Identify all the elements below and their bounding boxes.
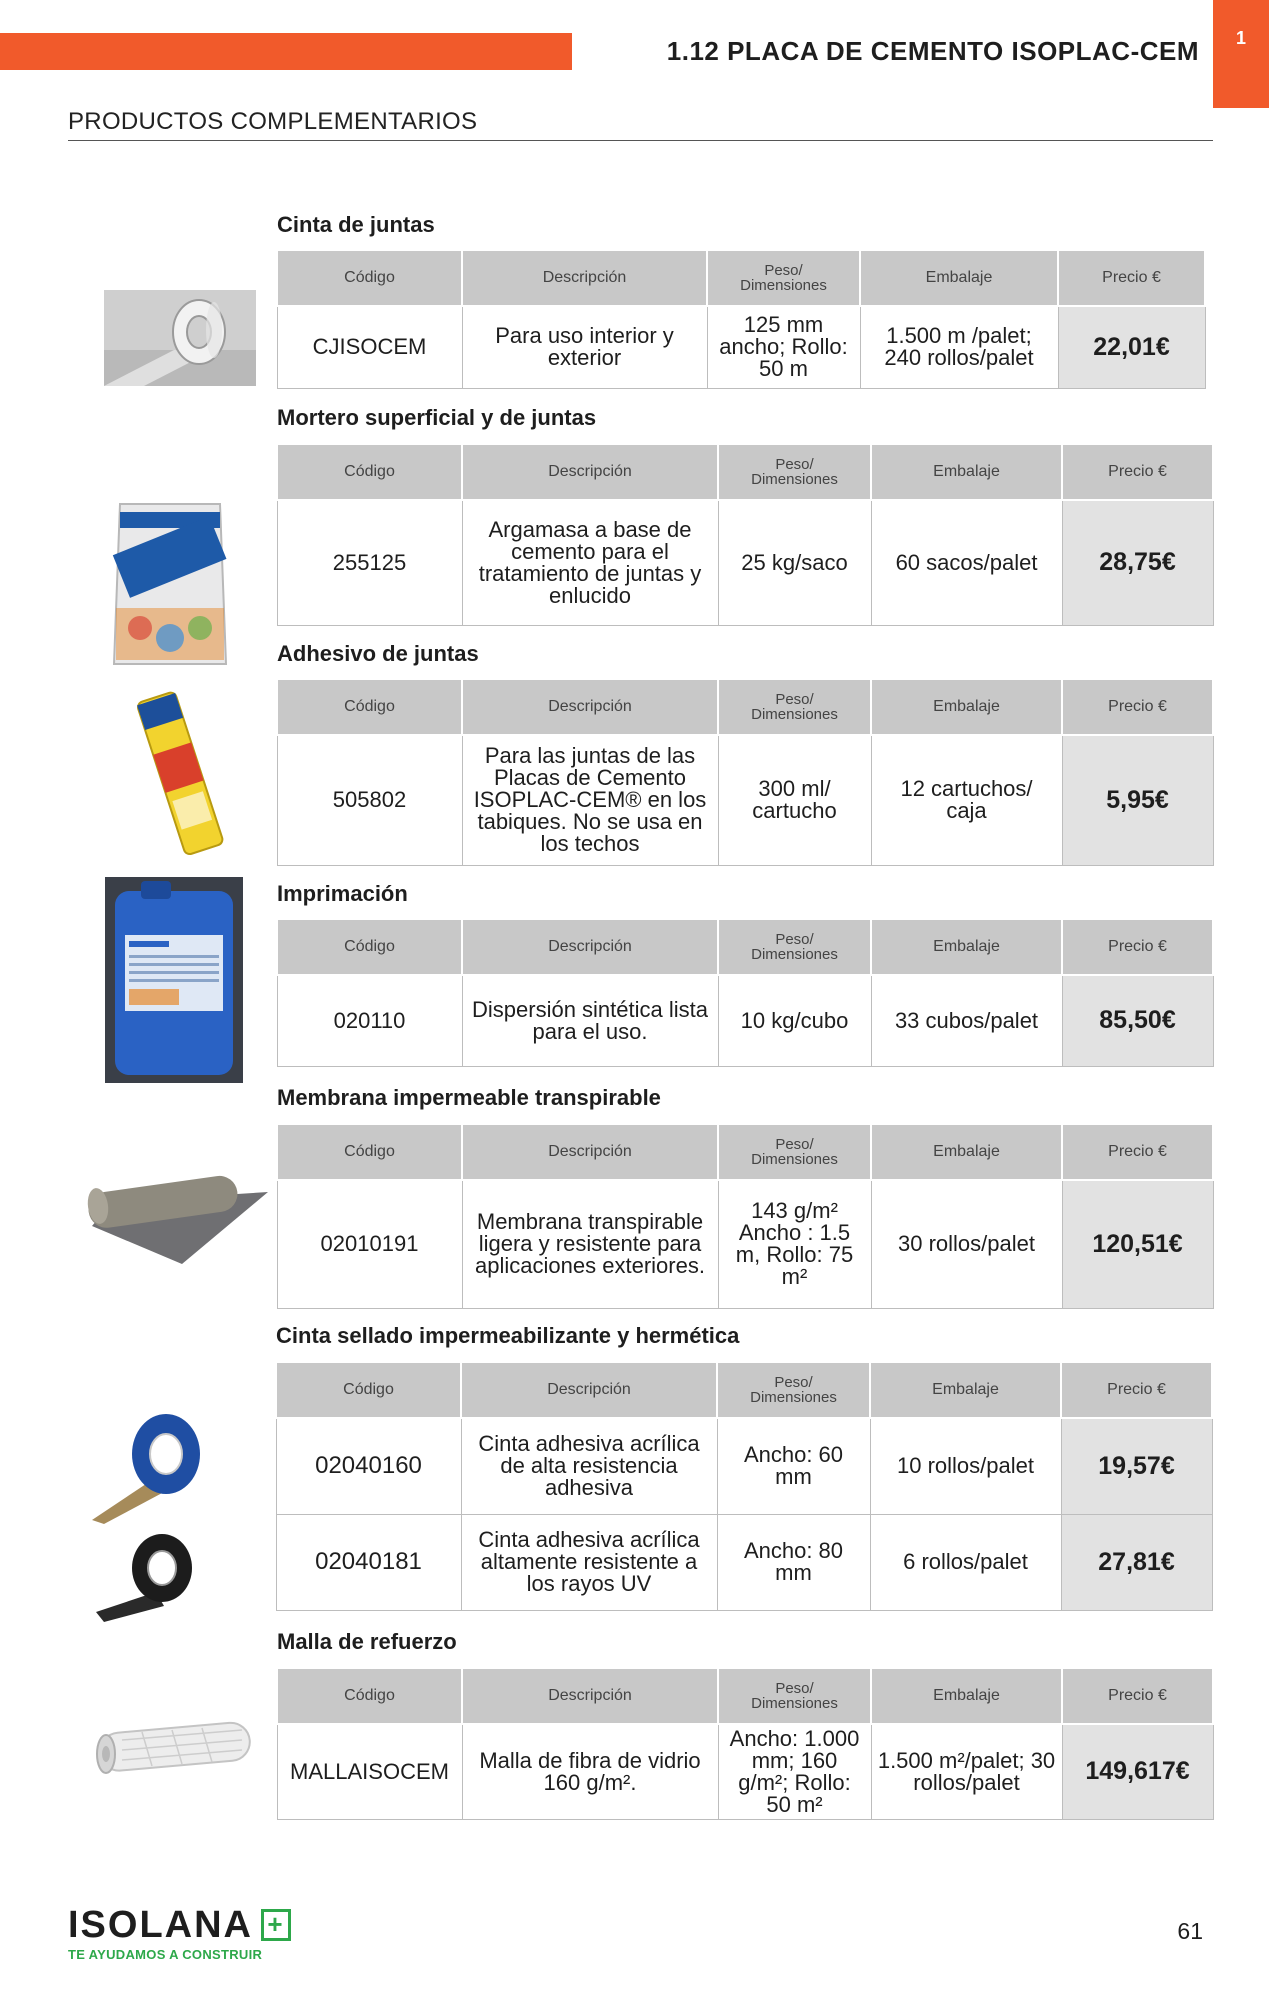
product-code: 505802 (277, 735, 462, 865)
column-header-description: Descripción (462, 919, 718, 975)
product-weight: 25 kg/saco (718, 500, 871, 625)
column-header-packaging: Embalaje (870, 1362, 1061, 1418)
column-header-price: Precio € (1062, 444, 1213, 500)
product-code: 02040181 (276, 1514, 461, 1610)
logo-tagline: TE AYUDAMOS A CONSTRUIR (68, 1947, 263, 1962)
adhesive-cartridge-image (130, 688, 226, 858)
column-header-price: Precio € (1062, 1668, 1213, 1724)
chapter-number: 1 (1235, 28, 1246, 48)
product-price: 149,617€ (1062, 1724, 1213, 1819)
mesh-roll-image (92, 1720, 256, 1780)
column-header-packaging: Embalaje (871, 1124, 1062, 1180)
section-title: PRODUCTOS COMPLEMENTARIOS (68, 108, 478, 135)
table-row (277, 975, 1213, 1066)
table-row (277, 1724, 1213, 1819)
product-title: Imprimación (277, 881, 408, 906)
product-weight: 10 kg/cubo (718, 975, 871, 1066)
product-table (276, 678, 1214, 866)
product-table (276, 1667, 1214, 1820)
column-header-weight: Peso/ Dimensiones (718, 919, 871, 975)
column-header-weight: Peso/ Dimensiones (718, 1124, 871, 1180)
product-code: 02040160 (276, 1418, 461, 1514)
mortar-bag-image (110, 498, 230, 670)
membrane-roll-image (82, 1160, 268, 1266)
product-table (276, 443, 1214, 626)
product-weight: Ancho: 80 mm (717, 1514, 870, 1610)
product-title: Cinta de juntas (277, 212, 435, 237)
column-header-description: Descripción (461, 1362, 717, 1418)
column-header-weight: Peso/ Dimensiones (717, 1362, 870, 1418)
product-title: Adhesivo de juntas (277, 641, 479, 666)
product-price: 85,50€ (1062, 975, 1213, 1066)
product-description: Para las juntas de las Placas de Cemento ISOPLAC-CEM® en los tabiques. No se usa en los techos (462, 735, 718, 865)
chapter-title: 1.12 PLACA DE CEMENTO ISOPLAC-CEM (666, 36, 1199, 66)
product-packaging: 10 rollos/palet (870, 1418, 1061, 1514)
product-description: Cinta adhesiva acrílica de alta resistencia adhesiva (461, 1418, 717, 1514)
column-header-code: Código (277, 250, 462, 306)
product-price: 22,01€ (1058, 306, 1205, 388)
product-packaging: 33 cubos/palet (871, 975, 1062, 1066)
product-weight: Ancho: 1.000 mm; 160 g/m²; Rollo: 50 m² (718, 1724, 871, 1819)
table-row (277, 500, 1213, 625)
column-header-code: Código (277, 1124, 462, 1180)
table-row (276, 1418, 1212, 1514)
product-description: Malla de fibra de vidrio 160 g/m². (462, 1724, 718, 1819)
column-header-code: Código (277, 919, 462, 975)
product-code: 255125 (277, 500, 462, 625)
product-packaging: 12 cartuchos/ caja (871, 735, 1062, 865)
product-packaging: 60 sacos/palet (871, 500, 1062, 625)
product-price: 27,81€ (1061, 1514, 1212, 1610)
plus-icon: + (261, 1909, 291, 1941)
product-price: 120,51€ (1062, 1180, 1213, 1308)
product-packaging: 30 rollos/palet (871, 1180, 1062, 1308)
product-title: Cinta sellado impermeabilizante y hermética (276, 1323, 740, 1348)
product-code: CJISOCEM (277, 306, 462, 388)
product-code: 02010191 (277, 1180, 462, 1308)
product-weight: 143 g/m² Ancho : 1.5 m, Rollo: 75 m² (718, 1180, 871, 1308)
logo-wordmark: ISOLANA (68, 1904, 253, 1946)
joint-tape-roll-image (104, 290, 256, 386)
column-header-description: Descripción (462, 1668, 718, 1724)
column-header-price: Precio € (1058, 250, 1205, 306)
column-header-description: Descripción (462, 444, 718, 500)
product-code: MALLAISOCEM (277, 1724, 462, 1819)
page-number: 61 (1177, 1918, 1203, 1944)
black-sealing-tape-image (96, 1530, 200, 1622)
table-row (276, 1514, 1212, 1610)
column-header-code: Código (277, 1668, 462, 1724)
column-header-price: Precio € (1061, 1362, 1212, 1418)
product-packaging: 1.500 m²/palet; 30 rollos/palet (871, 1724, 1062, 1819)
column-header-weight: Peso/ Dimensiones (718, 1668, 871, 1724)
column-header-weight: Peso/ Dimensiones (707, 250, 860, 306)
product-description: Cinta adhesiva acrílica altamente resistente a los rayos UV (461, 1514, 717, 1610)
blue-sealing-tape-image (92, 1404, 204, 1524)
product-description: Membrana transpirable ligera y resistente para aplicaciones exteriores. (462, 1180, 718, 1308)
product-title: Malla de refuerzo (277, 1629, 457, 1654)
column-header-packaging: Embalaje (871, 919, 1062, 975)
product-code: 020110 (277, 975, 462, 1066)
product-table (275, 1361, 1213, 1611)
column-header-price: Precio € (1062, 679, 1213, 735)
primer-jerrycan-image (105, 877, 243, 1083)
header-accent-bar (0, 33, 572, 70)
product-packaging: 1.500 m /palet; 240 rollos/palet (860, 306, 1058, 388)
product-packaging: 6 rollos/palet (870, 1514, 1061, 1610)
column-header-description: Descripción (462, 250, 707, 306)
column-header-packaging: Embalaje (871, 679, 1062, 735)
column-header-price: Precio € (1062, 919, 1213, 975)
product-weight: 300 ml/ cartucho (718, 735, 871, 865)
product-title: Mortero superficial y de juntas (277, 405, 597, 430)
table-row (277, 306, 1205, 388)
product-weight: 125 mm ancho; Rollo: 50 m (707, 306, 860, 388)
column-header-code: Código (277, 679, 462, 735)
column-header-weight: Peso/ Dimensiones (718, 444, 871, 500)
product-price: 19,57€ (1061, 1418, 1212, 1514)
product-price: 5,95€ (1062, 735, 1213, 865)
column-header-code: Código (277, 444, 462, 500)
isolana-logo (68, 1906, 291, 1962)
column-header-packaging: Embalaje (871, 1668, 1062, 1724)
column-header-price: Precio € (1062, 1124, 1213, 1180)
product-description: Argamasa a base de cemento para el tratamiento de juntas y enlucido (462, 500, 718, 625)
product-title: Membrana impermeable transpirable (277, 1085, 661, 1110)
column-header-code: Código (276, 1362, 461, 1418)
section-divider (68, 140, 1213, 141)
column-header-description: Descripción (462, 1124, 718, 1180)
product-table (276, 249, 1206, 389)
column-header-description: Descripción (462, 679, 718, 735)
product-price: 28,75€ (1062, 500, 1213, 625)
product-description: Para uso interior y exterior (462, 306, 707, 388)
product-table (276, 918, 1214, 1067)
product-weight: Ancho: 60 mm (717, 1418, 870, 1514)
column-header-packaging: Embalaje (860, 250, 1058, 306)
product-table (276, 1123, 1214, 1309)
product-description: Dispersión sintética lista para el uso. (462, 975, 718, 1066)
table-row (277, 735, 1213, 865)
column-header-weight: Peso/ Dimensiones (718, 679, 871, 735)
table-row (277, 1180, 1213, 1308)
chapter-tab (1213, 0, 1269, 108)
column-header-packaging: Embalaje (871, 444, 1062, 500)
